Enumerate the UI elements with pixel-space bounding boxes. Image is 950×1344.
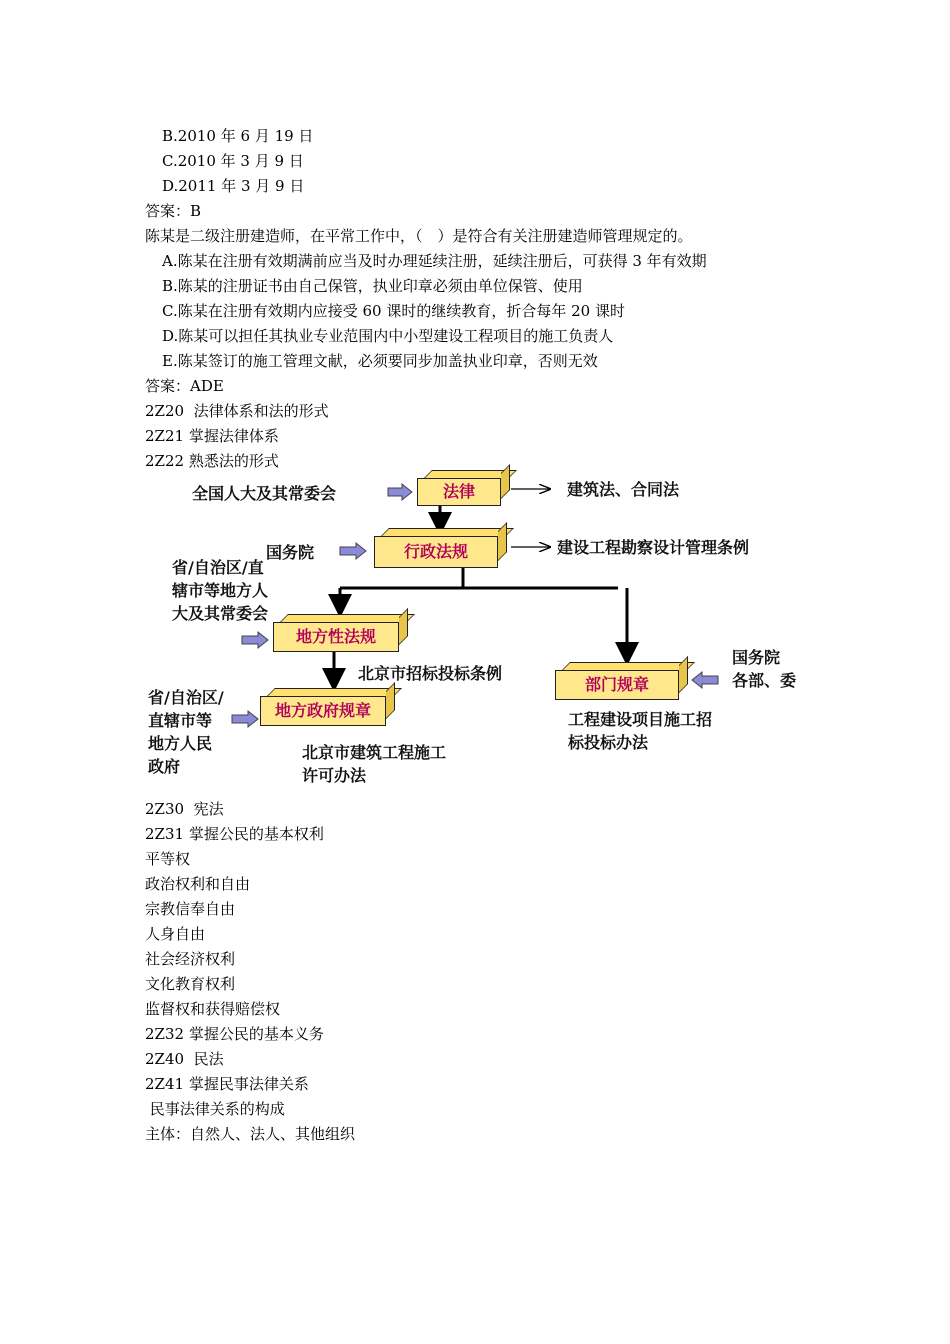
section-2z31: 2Z31 掌握公民的基本权利 [145,825,324,843]
civil-relation-structure: 民事法律关系的构成 [145,1100,285,1118]
section-2z41: 2Z41 掌握民事法律关系 [145,1075,309,1093]
q2-option-c: C.陈某在注册有效期内应接受 60 课时的继续教育，折合每年 20 课时 [162,302,625,320]
source-provincial-congress: 省/自治区/直 辖市等地方人 大及其常委会 [172,558,269,623]
section-2z22: 2Z22 熟悉法的形式 [145,452,279,470]
q2-option-d: D.陈某可以担任其执业专业范围内中小型建设工程项目的施工负责人 [162,327,614,345]
q2-option-e: E.陈某签订的施工管理文献，必须要同步加盖执业印章，否则无效 [162,352,598,370]
right-culture: 文化教育权利 [145,975,236,993]
box-dept-rule: 部门规章 [555,670,679,700]
example-local-gov: 北京市建筑工程施工 许可办法 [302,743,447,785]
source-arrow-admin [340,543,366,559]
answer-2: 答案：ADE [145,377,224,395]
source-arrow-dept [692,672,718,688]
example-law: 建筑法、合同法 [567,480,680,499]
source-arrow-localgov [232,711,258,727]
civil-subjects: 主体：自然人、法人、其他组织 [145,1125,356,1143]
q2-option-a: A.陈某在注册有效期满前应当及时办理延续注册，延续注册后，可获得 3 年有效期 [162,252,707,270]
source-ministries: 国务院 各部、委 [732,648,797,690]
right-political: 政治权利和自由 [145,875,251,893]
source-npc: 全国人大及其常委会 [192,484,337,503]
section-2z32: 2Z32 掌握公民的基本义务 [145,1025,324,1043]
source-arrow-law [388,484,412,500]
example-local: 北京市招标投标条例 [358,664,503,683]
section-2z21: 2Z21 掌握法律体系 [145,427,279,445]
option-b-line: B.2010 年 6 月 19 日 [162,127,314,145]
example-admin: 建设工程勘察设计管理条例 [557,538,750,557]
right-socioeconomic: 社会经济权利 [145,950,236,968]
section-2z30: 2Z30 宪法 [145,800,224,818]
right-supervision: 监督权和获得赔偿权 [145,1000,281,1018]
box-law: 法律 [417,478,501,506]
right-equality: 平等权 [145,850,191,868]
source-state-council: 国务院 [266,543,315,562]
box-admin-regulation: 行政法规 [374,536,498,568]
example-dept: 工程建设项目施工招 标投标办法 [568,710,713,752]
right-person: 人身自由 [145,925,206,943]
right-religion: 宗教信奉自由 [145,900,236,918]
source-arrow-local [242,632,268,648]
box-local-regulation: 地方性法规 [273,622,399,652]
section-2z20: 2Z20 法律体系和法的形式 [145,402,329,420]
box-local-gov-rule: 地方政府规章 [260,696,386,726]
source-provincial-gov: 省/自治区/ 直辖市等 地方人民 政府 [148,688,224,776]
answer-1: 答案：B [145,202,202,220]
section-2z40: 2Z40 民法 [145,1050,224,1068]
question-2: 陈某是二级注册建造师，在平常工作中，（ ）是符合有关注册建造师管理规定的。 [145,227,693,245]
option-d-line: D.2011 年 3 月 9 日 [162,177,305,195]
q2-option-b: B.陈某的注册证书由自己保管，执业印章必须由单位保管、使用 [162,277,583,295]
option-c-line: C.2010 年 3 月 9 日 [162,152,304,170]
